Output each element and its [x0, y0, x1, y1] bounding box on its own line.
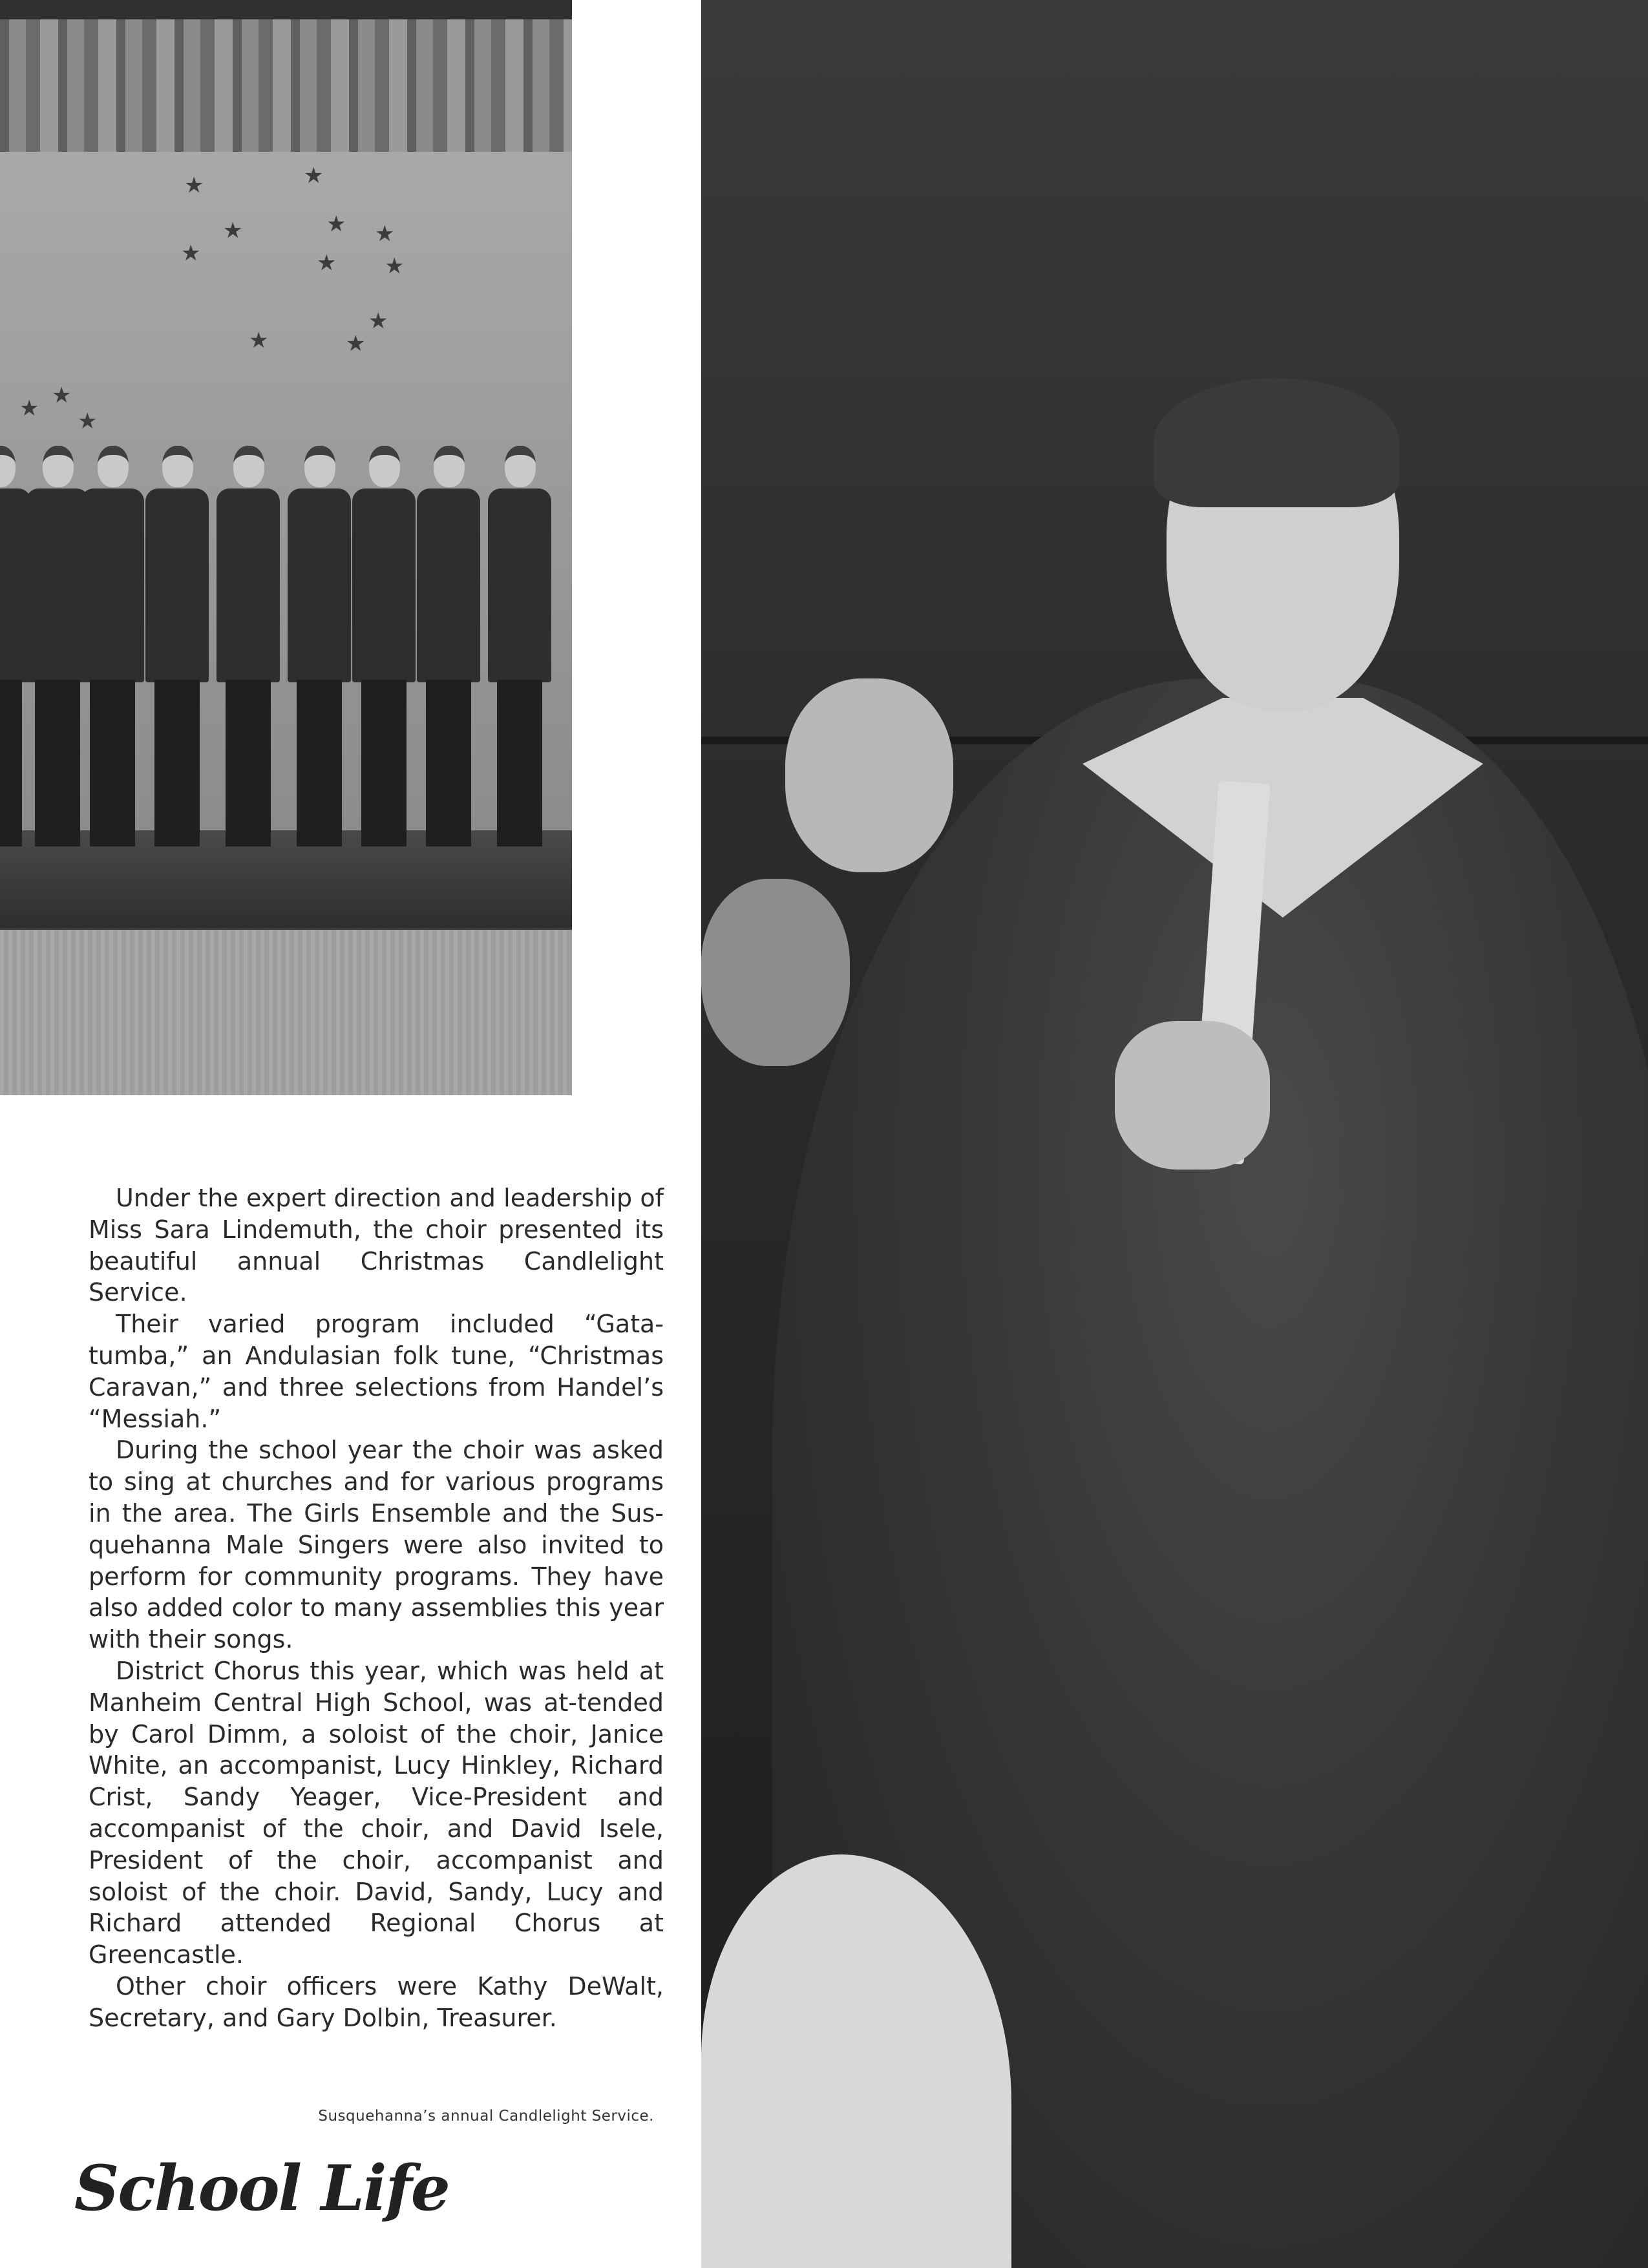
star-decoration: ★ — [385, 253, 405, 279]
singer-hand — [1115, 1021, 1270, 1170]
star-decoration: ★ — [181, 240, 201, 266]
star-decoration: ★ — [19, 395, 39, 421]
star-decoration: ★ — [249, 328, 269, 353]
background-singer-face — [785, 678, 953, 872]
curtain-valance — [0, 0, 572, 19]
star-decoration: ★ — [304, 163, 324, 189]
choir-member — [81, 446, 144, 846]
star-decoration: ★ — [375, 221, 395, 247]
article-paragraph: District Chorus this year, which was held at Manheim Central High School, was at-tended by Carol Dimm, a soloist of the choir, Janice White, an accompanist, Lucy Hinkley, Richard Crist, Sandy Yeager, Vice-President and accompanist of the choir, and David Isele, President of the choir, accompanist and soloist of the choir. David, Sandy, Lucy and Richard attended Regional Chorus at Greencastle. — [89, 1656, 664, 1969]
section-label: School Life — [74, 2152, 449, 2225]
choir-member — [288, 446, 351, 846]
photo-caption: Susquehanna’s annual Candlelight Service. — [318, 2108, 654, 2125]
star-decoration: ★ — [184, 173, 204, 198]
choir-member — [217, 446, 280, 846]
choir-member — [352, 446, 416, 846]
star-decoration: ★ — [346, 331, 366, 357]
article-paragraph: During the school year the choir was asked to sing at churches and for various programs in the area. The Girls Ensemble and the Sus-quehanna Male Singers were also invited to perform for community programs. They have also added color to many assemblies this year with their songs. — [89, 1436, 664, 1654]
background-singer-face — [701, 879, 850, 1066]
choir-member — [26, 446, 89, 846]
article-paragraph: Their varied program included “Gata-tumba,” an Andulasian folk tune, “Christmas Caravan,” and three selections from Handel’s “Messiah.” — [89, 1310, 664, 1433]
star-decoration: ★ — [317, 250, 337, 276]
star-decoration: ★ — [326, 211, 346, 237]
star-decoration: ★ — [368, 308, 388, 334]
choir-member — [145, 446, 209, 846]
star-decoration: ★ — [52, 383, 72, 408]
singer-hair — [1154, 378, 1399, 507]
choir-member — [488, 446, 551, 846]
star-decoration: ★ — [78, 408, 98, 434]
article-paragraph: Under the expert direction and leadership of Miss Sara Lindemuth, the choir presented its beautiful annual Christmas Candlelight Service. — [89, 1184, 664, 1307]
article-paragraph: Other choir officers were Kathy DeWalt, Secretary, and Gary Dolbin, Treasurer. — [89, 1971, 664, 2032]
stage-apron-lights — [0, 927, 572, 1095]
star-decoration: ★ — [223, 218, 243, 244]
article-text — [89, 1182, 664, 2034]
choir-member — [417, 446, 480, 846]
stage-curtain — [0, 0, 572, 152]
candlelight-service-photo — [701, 0, 1648, 2268]
choir-stage-photo — [0, 0, 572, 1095]
